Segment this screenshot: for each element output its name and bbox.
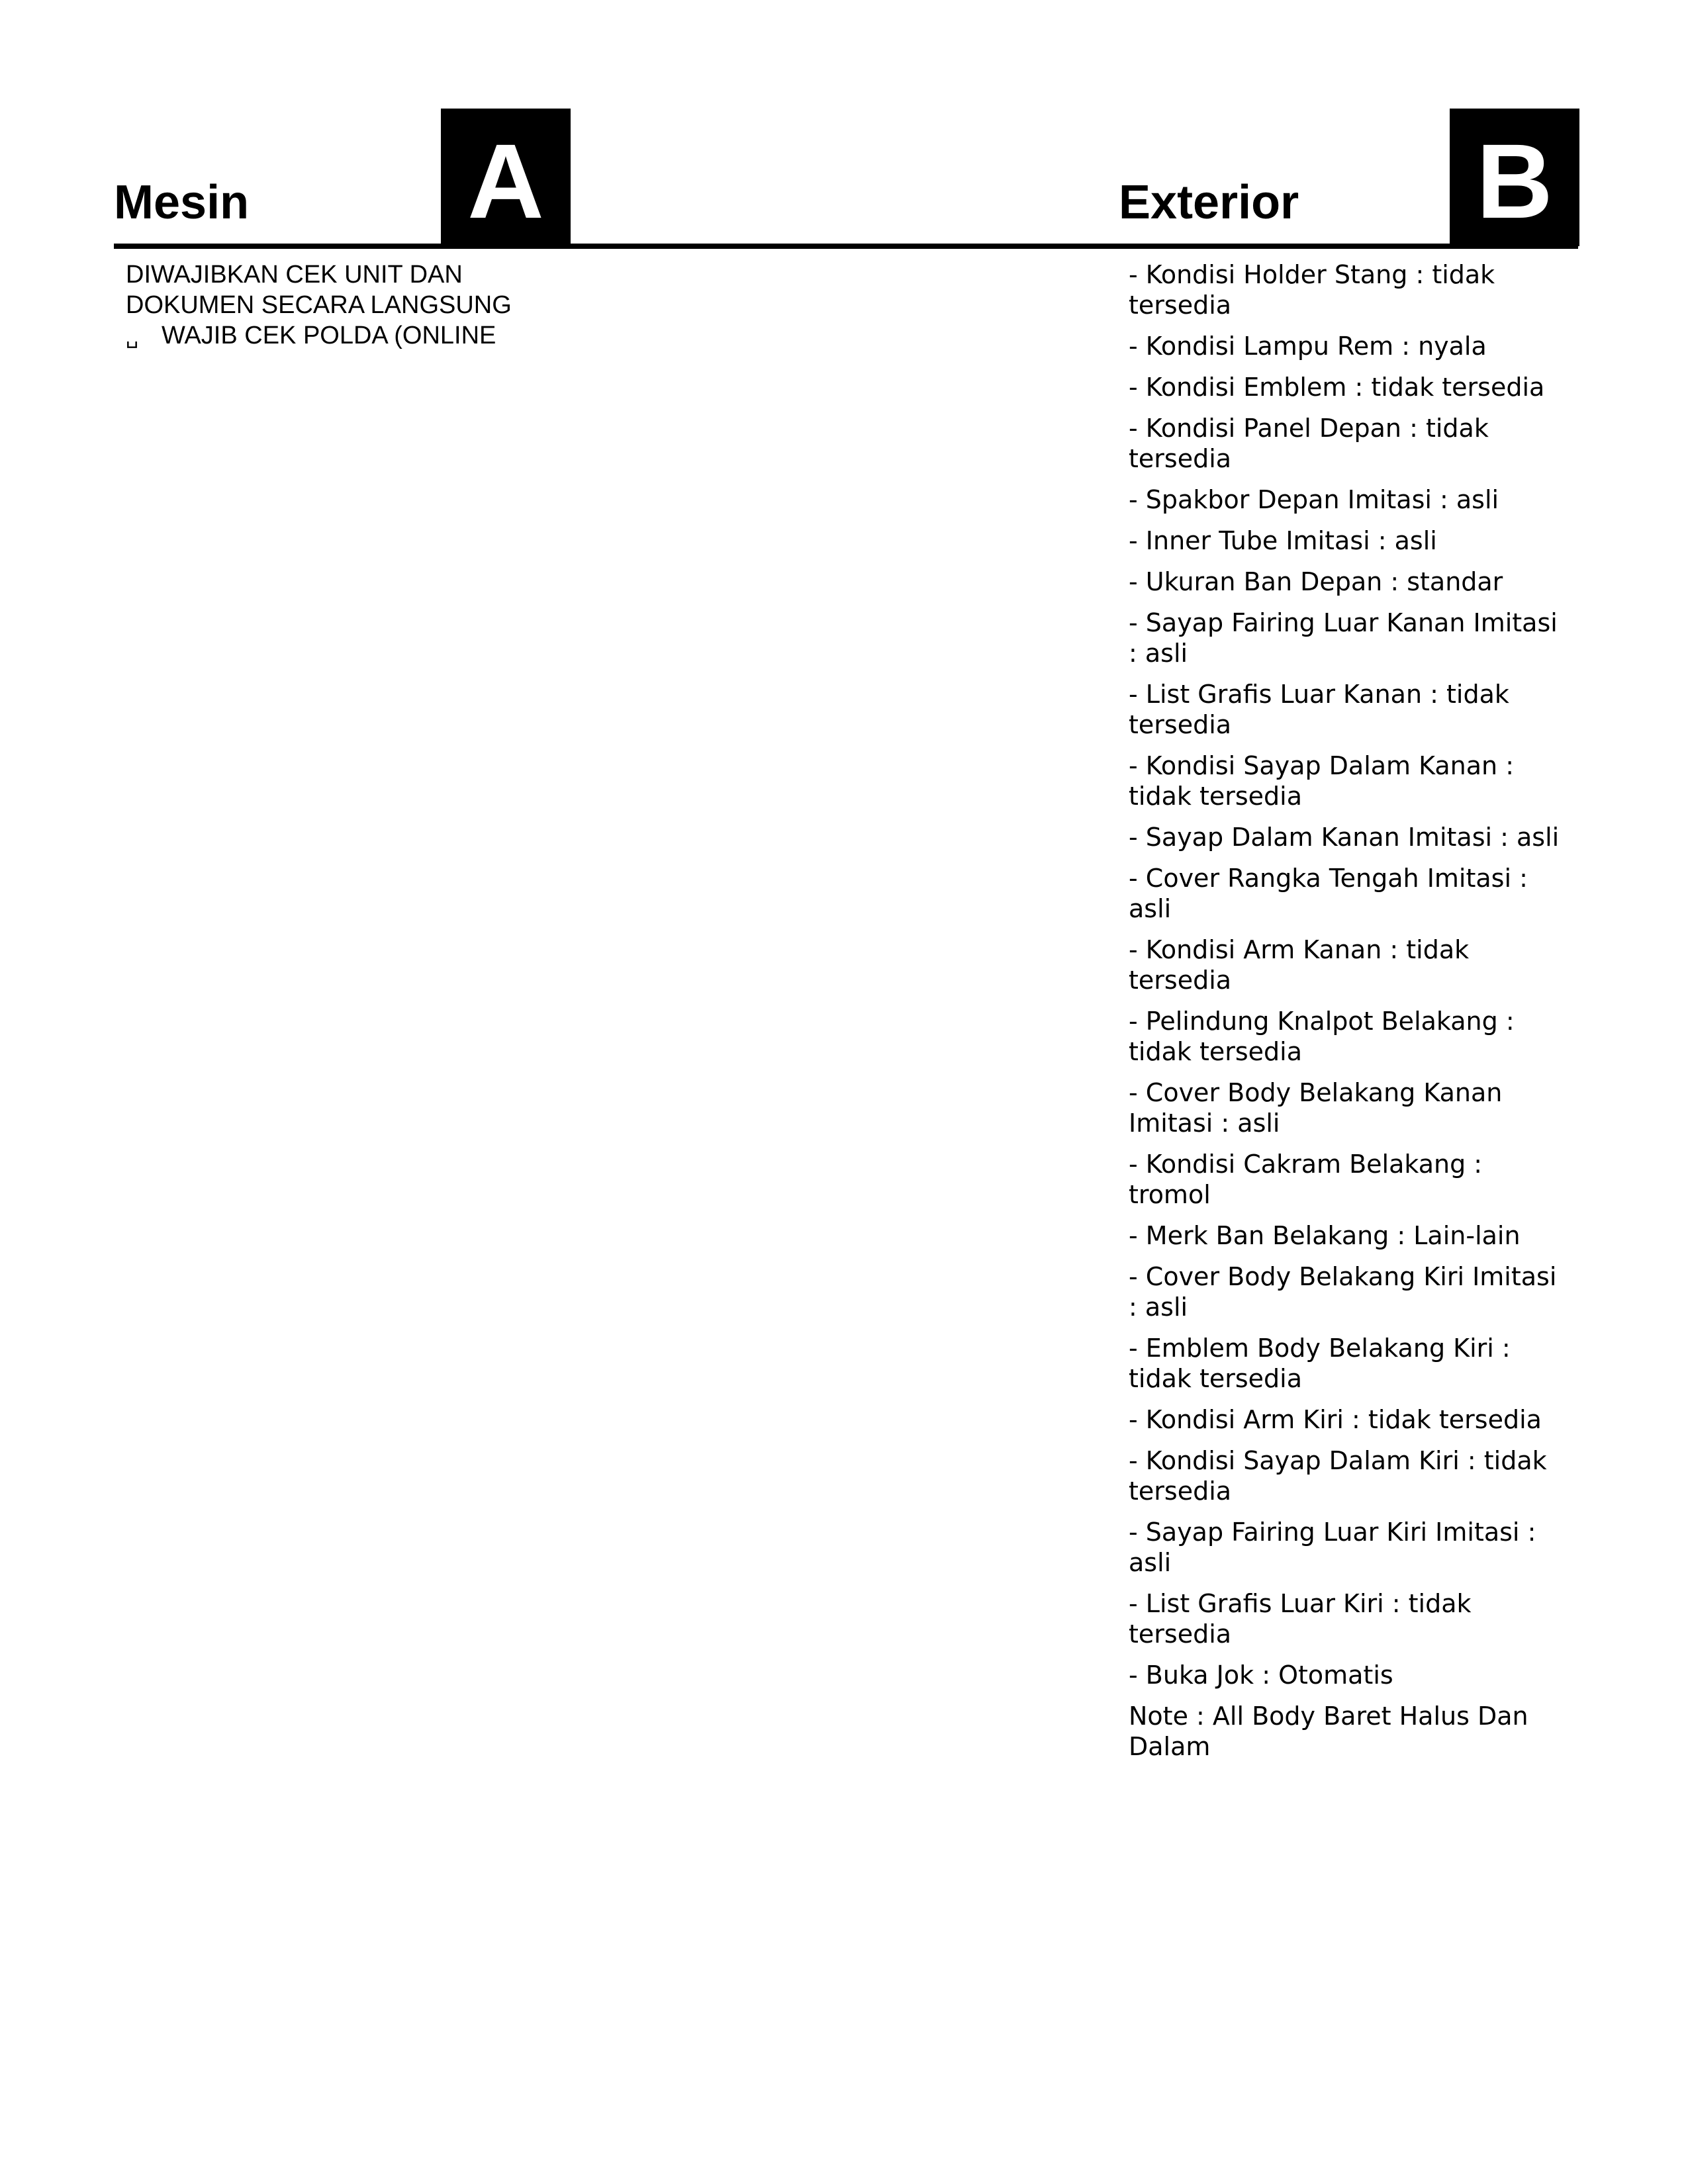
list-item: - Cover Rangka Tengah Imitasi : asli — [1129, 864, 1528, 923]
list-item: - List Grafis Luar Kiri : tidak tersedia — [1129, 1589, 1472, 1649]
mesin-note-line-1: DIWAJIBKAN CEK UNIT DAN — [126, 261, 463, 289]
mesin-note-line-2: DOKUMEN SECARA LANGSUNG — [126, 291, 512, 319]
section-title-mesin: Mesin — [114, 176, 250, 229]
list-item: - Kondisi Sayap Dalam Kanan : tidak tersedia — [1129, 751, 1515, 811]
list-item: Note : All Body Baret Halus Dan Dalam — [1129, 1702, 1528, 1761]
list-item: - Spakbor Depan Imitasi : asli — [1129, 485, 1499, 514]
list-item: - Sayap Fairing Luar Kiri Imitasi : asli — [1129, 1518, 1536, 1577]
list-item: - Kondisi Arm Kiri : tidak tersedia — [1129, 1405, 1542, 1434]
list-item: - Ukuran Ban Depan : standar — [1129, 567, 1503, 596]
list-item: - List Grafis Luar Kanan : tidak tersedia — [1129, 680, 1509, 739]
section-title-exterior: Exterior — [1119, 176, 1299, 229]
list-item: - Cover Body Belakang Kanan Imitasi : asli — [1129, 1078, 1503, 1138]
list-item: - Sayap Dalam Kanan Imitasi : asli — [1129, 823, 1560, 852]
list-item: - Emblem Body Belakang Kiri : tidak tersedia — [1129, 1334, 1511, 1393]
list-item: - Kondisi Holder Stang : tidak tersedia — [1129, 260, 1495, 320]
header-divider — [114, 244, 1578, 249]
mesin-note — [126, 259, 576, 353]
list-item: - Buka Jok : Otomatis — [1129, 1661, 1393, 1690]
section-letter-a-badge: A — [441, 109, 571, 246]
list-item: - Kondisi Cakram Belakang : tromol — [1129, 1150, 1483, 1209]
list-item: - Kondisi Emblem : tidak tersedia — [1129, 373, 1545, 402]
missing-glyph-icon: ␣ — [126, 326, 139, 349]
list-item: - Kondisi Sayap Dalam Kiri : tidak tersedia — [1129, 1446, 1547, 1506]
exterior-spec-list — [1129, 259, 1566, 1772]
mesin-note-line-3-wrapper — [126, 320, 576, 353]
list-item: - Inner Tube Imitasi : asli — [1129, 526, 1437, 555]
list-item: - Pelindung Knalpot Belakang : tidak tersedia — [1129, 1007, 1515, 1066]
section-letter-b-badge: B — [1450, 109, 1579, 246]
list-item: - Cover Body Belakang Kiri Imitasi : asli — [1129, 1262, 1557, 1322]
list-item: - Sayap Fairing Luar Kanan Imitasi : asli — [1129, 608, 1558, 668]
list-item: - Kondisi Panel Depan : tidak tersedia — [1129, 414, 1489, 473]
mesin-note-line-3: WAJIB CEK POLDA (ONLINE — [162, 322, 496, 349]
list-item: - Kondisi Lampu Rem : nyala — [1129, 332, 1487, 361]
list-item: - Merk Ban Belakang : Lain-lain — [1129, 1221, 1521, 1250]
list-item: - Kondisi Arm Kanan : tidak tersedia — [1129, 935, 1470, 995]
